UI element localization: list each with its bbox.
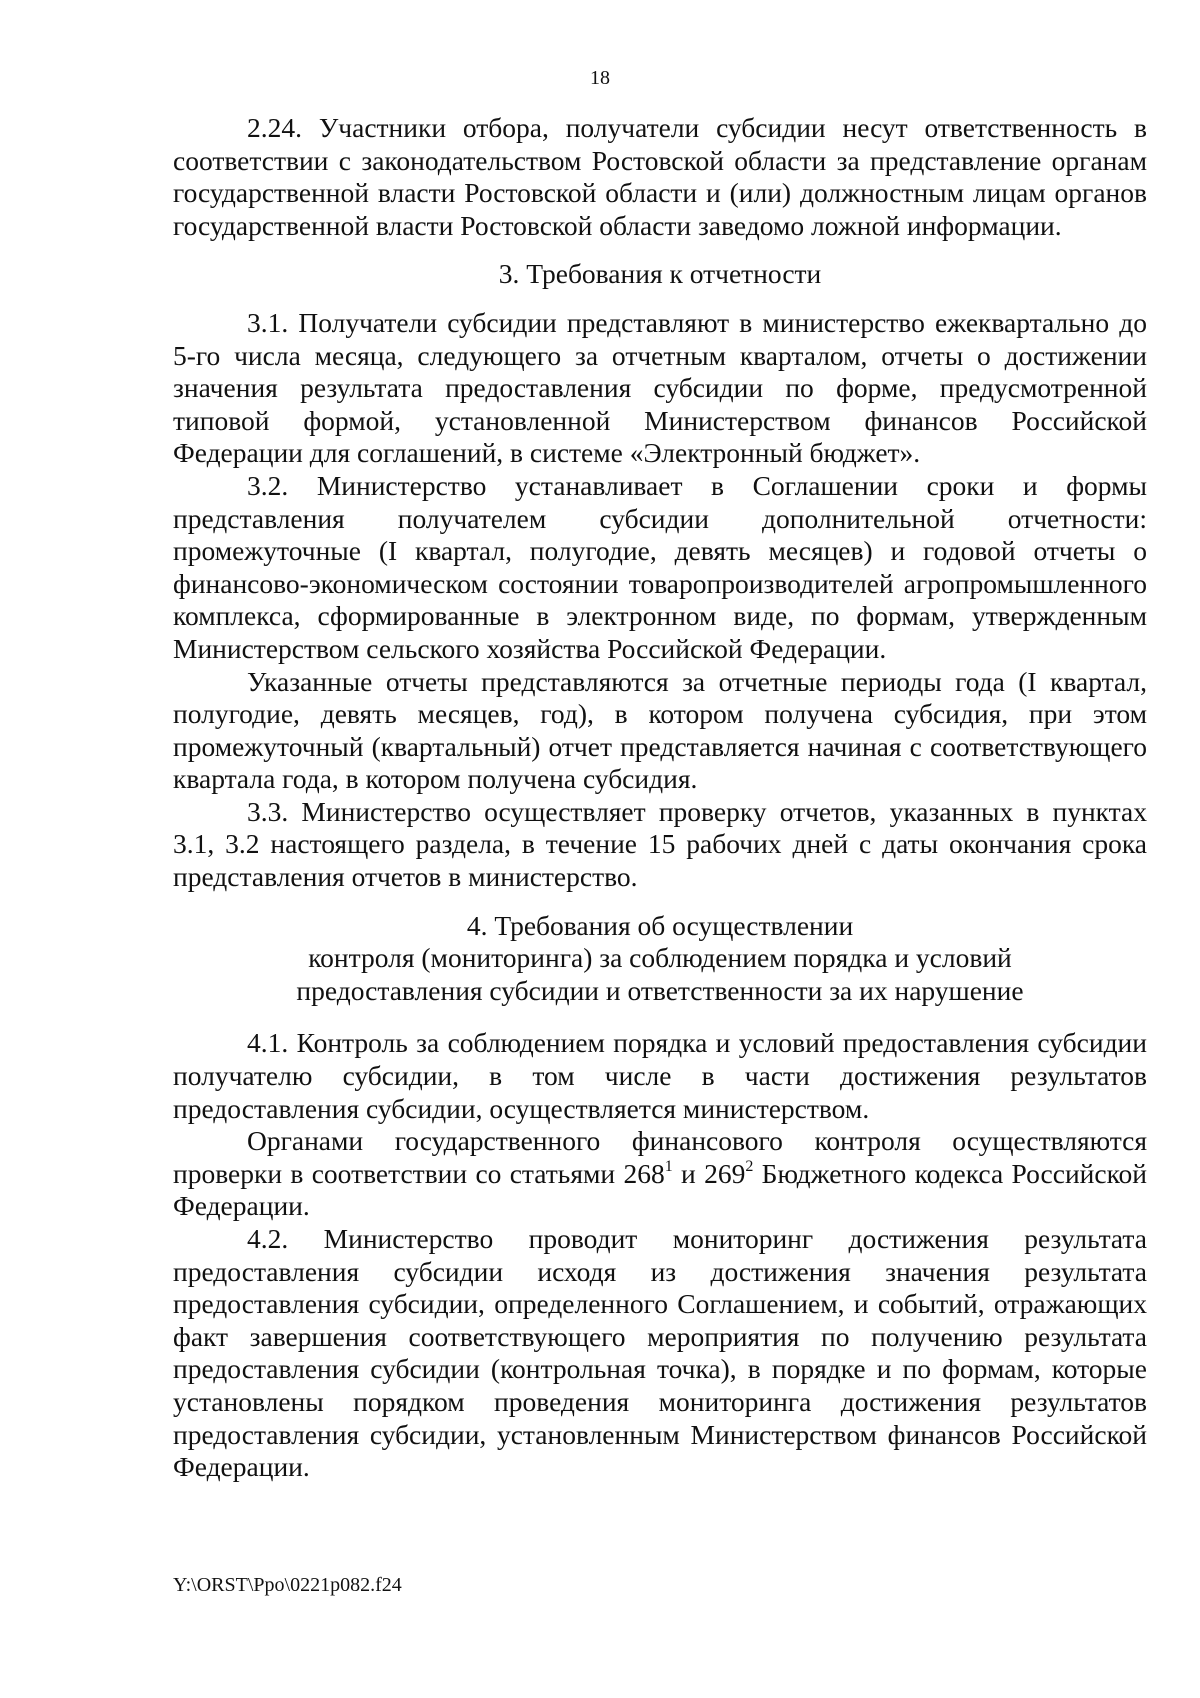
document-body (173, 112, 1147, 1484)
section-3-title: 3. Требования к отчетности (498, 258, 822, 290)
footer-file-path: Y:\ORST\Ppo\0221p082.f24 (173, 1574, 402, 1596)
paragraph-3-1: 3.1. Получатели субсидии представляют в министерство ежеквартально до 5-го числа месяца, следующего за отчетным кварталом, отчеты о достижении значения результата предоставления субсидии по форме, предусмотренной типовой формой, установленной Министерством финансов Российской Федерации для соглашений, в системе «Электронный бюджет». (173, 306, 1147, 469)
section-4-title-line-2: контроля (мониторинга) за соблюдением порядка и условий (308, 942, 1012, 974)
paragraph-3-3: 3.3. Министерство осуществляет проверку отчетов, указанных в пунктах 3.1, 3.2 настоящего раздела, в течение 15 рабочих дней с даты окончания срока представления отчетов в министерство. (173, 795, 1147, 893)
section-4-title-line-3: предоставления субсидии и ответственности за их нарушение (296, 974, 1024, 1006)
paragraph-3-2: 3.2. Министерство устанавливает в Соглашении сроки и формы представления получателем субсидии дополнительной отчетности: промежуточные (I квартал, полугодие, девять месяцев) и годовой отчеты о финансово-экономическом состоянии товаропроизводителей агропромышленного комплекса, сформированные в электронном виде, по формам, утвержденным Министерством сельского хозяйства Российской Федерации. (173, 469, 1147, 664)
paragraph-4-2: 4.2. Министерство проводит мониторинг достижения результата предоставления субсидии исходя из достижения значения результата предоставления субсидии, определенного Соглашением, и событий, отражающих факт завершения соответствующего мероприятия по получению результата предоставления субсидии (контрольная точка), в порядке и по формам, которые установлены порядком проведения мониторинга достижения результатов предоставления субсидии, установленным Министерством финансов Российской Федерации. (173, 1223, 1147, 1483)
article-268-superscript: 1 (664, 1157, 673, 1175)
section-4-heading (173, 910, 1147, 1008)
article-269-superscript: 2 (745, 1157, 754, 1175)
section-4-title-line-1: 4. Требования об осуществлении (466, 909, 854, 941)
section-3-heading (173, 258, 1147, 291)
paragraph-4-1: 4.1. Контроль за соблюдением порядка и условий предоставления субсидии получателю субсидии, в том числе в части достижения результатов предоставления субсидии, осуществляется министерством. (173, 1027, 1147, 1124)
page-number: 18 (590, 67, 610, 89)
budget-code-text-middle: и 269 (672, 1157, 746, 1189)
budget-code-text-start: Органами государственного финансового контроля осуществляются проверки в соответствии со статьями 268 (173, 1125, 1147, 1189)
paragraph-3-2-continued: Указанные отчеты представляются за отчетные периоды года (I квартал, полугодие, девять месяцев, год), в котором получена субсидия, при этом промежуточный (квартальный) отчет представляется начиная с соответствующего квартала года, в котором получена субсидия. (173, 665, 1147, 795)
paragraph-4-1-continued (173, 1125, 1147, 1223)
budget-code-text-end: Бюджетного кодекса Российской Федерации. (173, 1157, 1148, 1222)
paragraph-2-24: 2.24. Участники отбора, получатели субсидии несут ответственность в соответствии с законодательством Ростовской области за представление органам государственной власти Ростовской области и (или) должностным лицам органов государственной власти Ростовской области заведомо ложной информации. (173, 112, 1147, 241)
